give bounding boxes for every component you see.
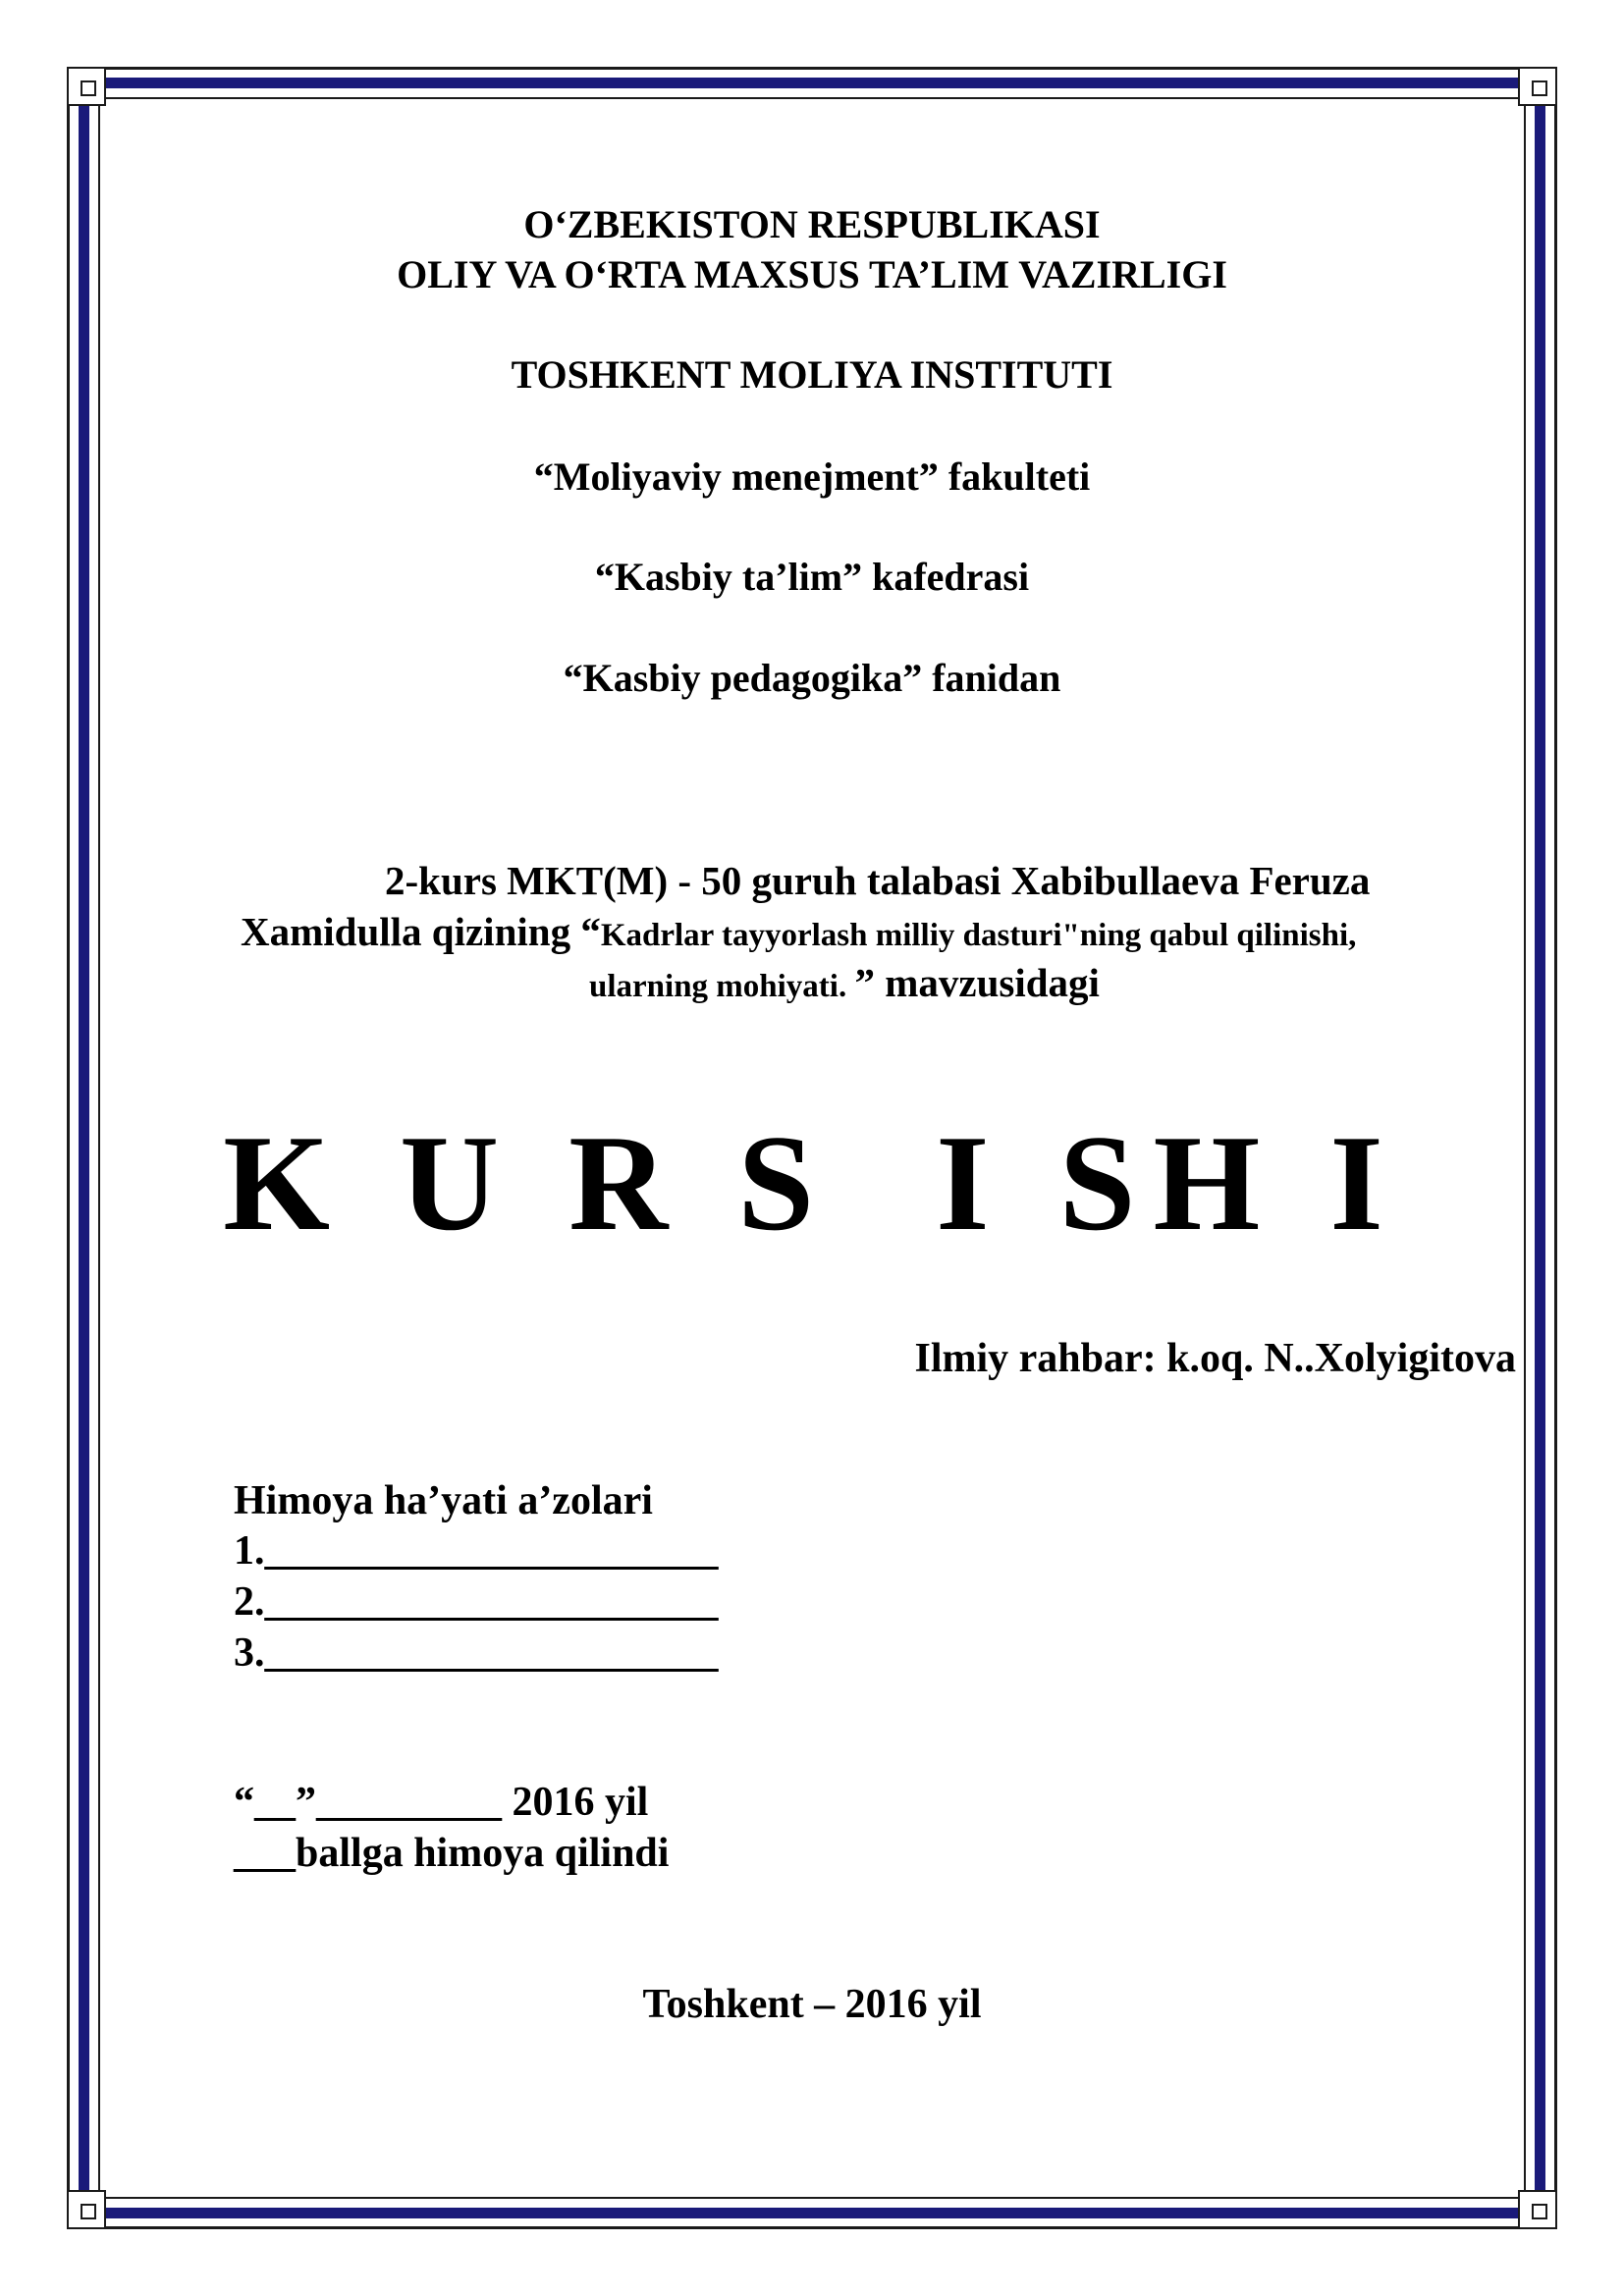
department-line: “Kasbiy ta’lim” kafedrasi (594, 555, 1030, 599)
committee-heading: Himoya ha’yati a’zolari (234, 1478, 653, 1523)
subject-line: “Kasbiy pedagogika” fanidan (563, 656, 1061, 700)
defense-score-line: ___ballga himoya qilindi (234, 1831, 670, 1876)
committee-member-2: 2.______________________ (234, 1579, 719, 1625)
topic-line-2 (589, 959, 1100, 1006)
topic-line-1 (241, 908, 1356, 955)
topic-text-2: ularning mohiyati. (589, 969, 855, 1004)
ministry-heading: OLIY VA O‘RTA MAXSUS TA’LIM VAZIRLIGI (397, 252, 1227, 296)
corner-ornament-top-right (1518, 67, 1557, 106)
faculty-line: “Moliyaviy menejment” fakulteti (533, 454, 1091, 499)
institute-heading: TOSHKENT MOLIYA INSTITUTI (511, 352, 1113, 397)
defense-date-line: “__”_________ 2016 yil (234, 1780, 649, 1825)
supervisor-line: Ilmiy rahbar: k.oq. N..Xolyigitova (914, 1336, 1516, 1381)
committee-member-3: 3.______________________ (234, 1630, 719, 1676)
committee-member-1: 1.______________________ (234, 1528, 719, 1574)
corner-ornament-bottom-left (67, 2190, 106, 2229)
document-title: K U R S I SH I (223, 1107, 1401, 1259)
corner-ornament-bottom-right (1518, 2190, 1557, 2229)
topic-suffix: ” mavzusidagi (854, 960, 1100, 1005)
student-info-line: 2-kurs MKT(M) - 50 guruh talabasi Xabibullaeva Feruza (385, 858, 1371, 903)
corner-ornament-top-left (67, 67, 106, 106)
republic-heading: O‘ZBEKISTON RESPUBLIKASI (523, 202, 1101, 246)
student-name-suffix: Xamidulla qizining “ (241, 909, 601, 954)
topic-text-1: Kadrlar tayyorlash milliy dasturi"ning qabul qilinishi, (600, 918, 1357, 953)
place-year-footer: Toshkent – 2016 yil (642, 1982, 982, 2027)
